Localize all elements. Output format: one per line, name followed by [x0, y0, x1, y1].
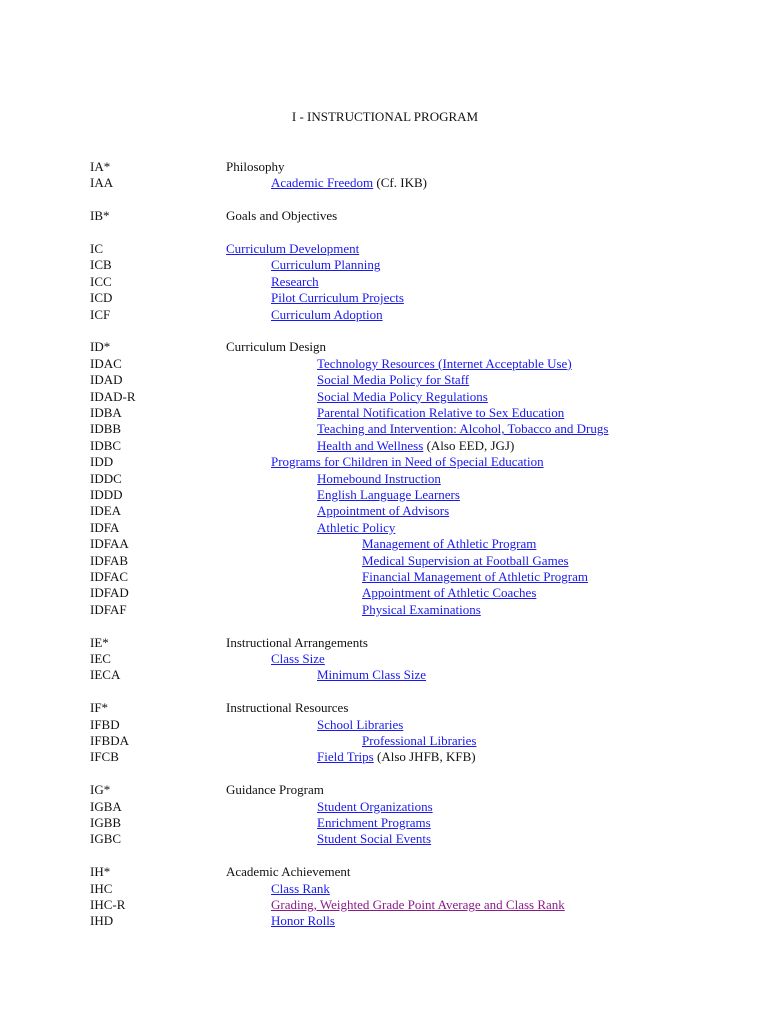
- policy-code: IG*: [90, 782, 111, 798]
- policy-code: IFBDA: [90, 733, 130, 748]
- policy-entry: [271, 897, 565, 913]
- policy-link[interactable]: Research: [271, 273, 319, 289]
- policy-code: IDBB: [90, 421, 122, 437]
- policy-entry: [317, 717, 403, 733]
- policy-link[interactable]: Field Trips: [317, 749, 374, 765]
- index-row: [0, 635, 770, 651]
- policy-code: IDD: [90, 454, 114, 470]
- index-row: [0, 553, 770, 569]
- policy-code: IDFAD: [90, 585, 129, 601]
- policy-code: IC: [90, 241, 103, 256]
- index-row: [0, 454, 770, 470]
- policy-entry: [362, 536, 536, 552]
- policy-code: ID*: [90, 339, 111, 355]
- policy-link[interactable]: Homebound Instruction: [317, 470, 441, 486]
- policy-entry: [226, 864, 351, 880]
- policy-entry: [226, 782, 324, 798]
- index-row: [0, 208, 770, 224]
- cross-reference-note: (Also JHFB, KFB): [373, 749, 476, 765]
- policy-code: IEC: [90, 651, 111, 666]
- policy-link[interactable]: Health and Wellness: [317, 437, 424, 453]
- policy-code: ICB: [90, 257, 112, 273]
- policy-link[interactable]: Financial Management of Athletic Program: [362, 569, 588, 584]
- index-row: [0, 487, 770, 503]
- policy-link[interactable]: English Language Learners: [317, 487, 460, 502]
- index-row: [0, 356, 770, 372]
- policy-code: IDAD-R: [90, 388, 136, 404]
- policy-entry: [362, 602, 481, 618]
- policy-code: ICD: [90, 290, 113, 306]
- policy-entry: [317, 389, 488, 405]
- index-row: [0, 389, 770, 405]
- policy-code: IDDD: [90, 487, 123, 502]
- policy-code: IHD: [90, 913, 114, 929]
- policy-entry: [271, 290, 404, 306]
- index-row: [0, 602, 770, 618]
- policy-entry: [362, 585, 536, 601]
- cross-reference-note: (Cf. IKB): [373, 175, 427, 191]
- policy-entry: [271, 307, 383, 323]
- index-row: [0, 700, 770, 716]
- policy-code: IE*: [90, 634, 109, 650]
- policy-code: IDBC: [90, 437, 122, 453]
- index-row: [0, 733, 770, 749]
- policy-link[interactable]: Appointment of Advisors: [317, 503, 450, 519]
- policy-entry: [226, 208, 337, 224]
- policy-code: ICC: [90, 273, 112, 289]
- policy-code: IDFAB: [90, 552, 129, 568]
- policy-code: IH*: [90, 864, 111, 880]
- index-row: [0, 274, 770, 290]
- policy-code: IFBD: [90, 716, 120, 732]
- index-row: [0, 799, 770, 815]
- policy-code: IDDC: [90, 470, 122, 486]
- index-row: [0, 749, 770, 765]
- policy-entry: [271, 257, 380, 273]
- index-row: [0, 421, 770, 437]
- policy-entry: [317, 667, 426, 683]
- policy-entry: [362, 553, 569, 569]
- policy-link[interactable]: Appointment of Athletic Coaches: [362, 585, 537, 601]
- policy-link[interactable]: Enrichment Programs: [317, 815, 431, 830]
- policy-link[interactable]: Athletic Policy: [317, 519, 396, 535]
- index-row: [0, 175, 770, 191]
- policy-code: IHC: [90, 880, 113, 896]
- section-heading: Guidance Program: [226, 782, 324, 798]
- policy-entry: [317, 799, 433, 815]
- policy-entry: [317, 815, 431, 831]
- policy-entry: [317, 372, 469, 388]
- index-row: [0, 503, 770, 519]
- policy-code: IGBA: [90, 798, 122, 814]
- policy-link[interactable]: Technology Resources (Internet Acceptable Use): [317, 355, 572, 371]
- index-row: [0, 717, 770, 733]
- section-heading: Philosophy: [226, 159, 285, 174]
- policy-link[interactable]: Honor Rolls: [271, 913, 335, 929]
- policy-link[interactable]: Parental Notification Relative to Sex Education: [317, 405, 565, 420]
- index-row: [0, 257, 770, 273]
- policy-entry: [317, 520, 395, 536]
- policy-link[interactable]: Medical Supervision at Football Games: [362, 552, 569, 568]
- policy-entry: [317, 438, 514, 454]
- policy-link[interactable]: Physical Examinations: [362, 601, 481, 617]
- policy-entry: [317, 749, 476, 765]
- policy-entry: [271, 274, 319, 290]
- policy-link[interactable]: Minimum Class Size: [317, 667, 427, 683]
- policy-link[interactable]: School Libraries: [317, 716, 404, 732]
- policy-code: IFCB: [90, 749, 119, 765]
- policy-link[interactable]: Social Media Policy for Staff: [317, 372, 470, 388]
- index-row: [0, 651, 770, 667]
- index-row: [0, 585, 770, 601]
- index-row: [0, 520, 770, 536]
- index-row: [0, 405, 770, 421]
- policy-code: IDFAF: [90, 601, 127, 617]
- policy-entry: [226, 241, 359, 257]
- policy-link[interactable]: Professional Libraries: [362, 733, 477, 748]
- section-heading: Instructional Arrangements: [226, 634, 368, 650]
- policy-code: IDEA: [90, 503, 122, 519]
- policy-code: IB*: [90, 208, 110, 224]
- policy-entry: [317, 405, 564, 421]
- index-row: [0, 864, 770, 880]
- policy-link[interactable]: Pilot Curriculum Projects: [271, 290, 404, 306]
- cross-reference-note: (Also EED, JGJ): [423, 437, 515, 453]
- policy-link[interactable]: Curriculum Development: [226, 241, 360, 256]
- index-row: [0, 241, 770, 257]
- policy-entry: [226, 159, 285, 175]
- policy-code: IDAD: [90, 372, 123, 388]
- policy-link[interactable]: Programs for Children in Need of Special Education: [271, 454, 544, 470]
- policy-entry: [226, 635, 368, 651]
- policy-entry: [226, 339, 326, 355]
- index-row: [0, 815, 770, 831]
- policy-code: IDFA: [90, 519, 120, 535]
- policy-entry: [271, 454, 544, 470]
- index-row: [0, 290, 770, 306]
- index-row: [0, 307, 770, 323]
- index-row: [0, 372, 770, 388]
- policy-code: IECA: [90, 667, 121, 683]
- policy-entry: [317, 356, 572, 372]
- policy-code: IDFAA: [90, 536, 129, 552]
- policy-link[interactable]: Class Rank: [271, 880, 330, 896]
- policy-code: IHC-R: [90, 897, 126, 912]
- policy-code: IDFAC: [90, 569, 129, 584]
- policy-link[interactable]: Student Organizations: [317, 798, 433, 814]
- policy-link[interactable]: Teaching and Intervention: Alcohol, Tobacco and Drugs: [317, 421, 609, 437]
- policy-entry: [271, 913, 335, 929]
- policy-entry: [317, 471, 441, 487]
- policy-code: ICF: [90, 306, 111, 322]
- index-row: [0, 831, 770, 847]
- section-heading: Academic Achievement: [226, 864, 351, 880]
- policy-entry: [317, 503, 449, 519]
- policy-code: IGBB: [90, 815, 122, 830]
- policy-entry: [362, 733, 476, 749]
- policy-link[interactable]: Student Social Events: [317, 831, 432, 847]
- policy-link[interactable]: Academic Freedom: [271, 175, 374, 191]
- index-row: [0, 897, 770, 913]
- policy-entry: [317, 421, 608, 437]
- policy-code: IA*: [90, 159, 111, 174]
- policy-link[interactable]: Curriculum Planning: [271, 257, 381, 273]
- index-row: [0, 471, 770, 487]
- index-row: [0, 782, 770, 798]
- policy-code: IAA: [90, 175, 114, 191]
- index-row: [0, 159, 770, 175]
- policy-entry: [271, 651, 325, 667]
- policy-entry: [226, 700, 348, 716]
- policy-entry: [317, 487, 460, 503]
- policy-code: IDBA: [90, 405, 122, 420]
- policy-link[interactable]: Grading, Weighted Grade Point Average and Class Rank: [271, 897, 565, 912]
- page-title: I - INSTRUCTIONAL PROGRAM: [291, 109, 479, 124]
- index-row: [0, 438, 770, 454]
- index-row: [0, 536, 770, 552]
- policy-link[interactable]: Class Size: [271, 651, 325, 666]
- index-row: [0, 569, 770, 585]
- policy-code: IGBC: [90, 831, 122, 847]
- policy-entry: [271, 881, 330, 897]
- section-heading: Goals and Objectives: [226, 208, 338, 224]
- policy-link[interactable]: Curriculum Adoption: [271, 306, 383, 322]
- policy-entry: [271, 175, 427, 191]
- policy-entry: [362, 569, 588, 585]
- policy-code: IF*: [90, 700, 109, 716]
- policy-link[interactable]: Management of Athletic Program: [362, 536, 537, 552]
- policy-entry: [317, 831, 431, 847]
- index-row: [0, 667, 770, 683]
- index-row: [0, 881, 770, 897]
- policy-link[interactable]: Social Media Policy Regulations: [317, 388, 488, 404]
- index-row: [0, 339, 770, 355]
- section-heading: Curriculum Design: [226, 339, 327, 355]
- policy-code: IDAC: [90, 355, 122, 371]
- section-heading: Instructional Resources: [226, 700, 349, 716]
- index-row: [0, 913, 770, 929]
